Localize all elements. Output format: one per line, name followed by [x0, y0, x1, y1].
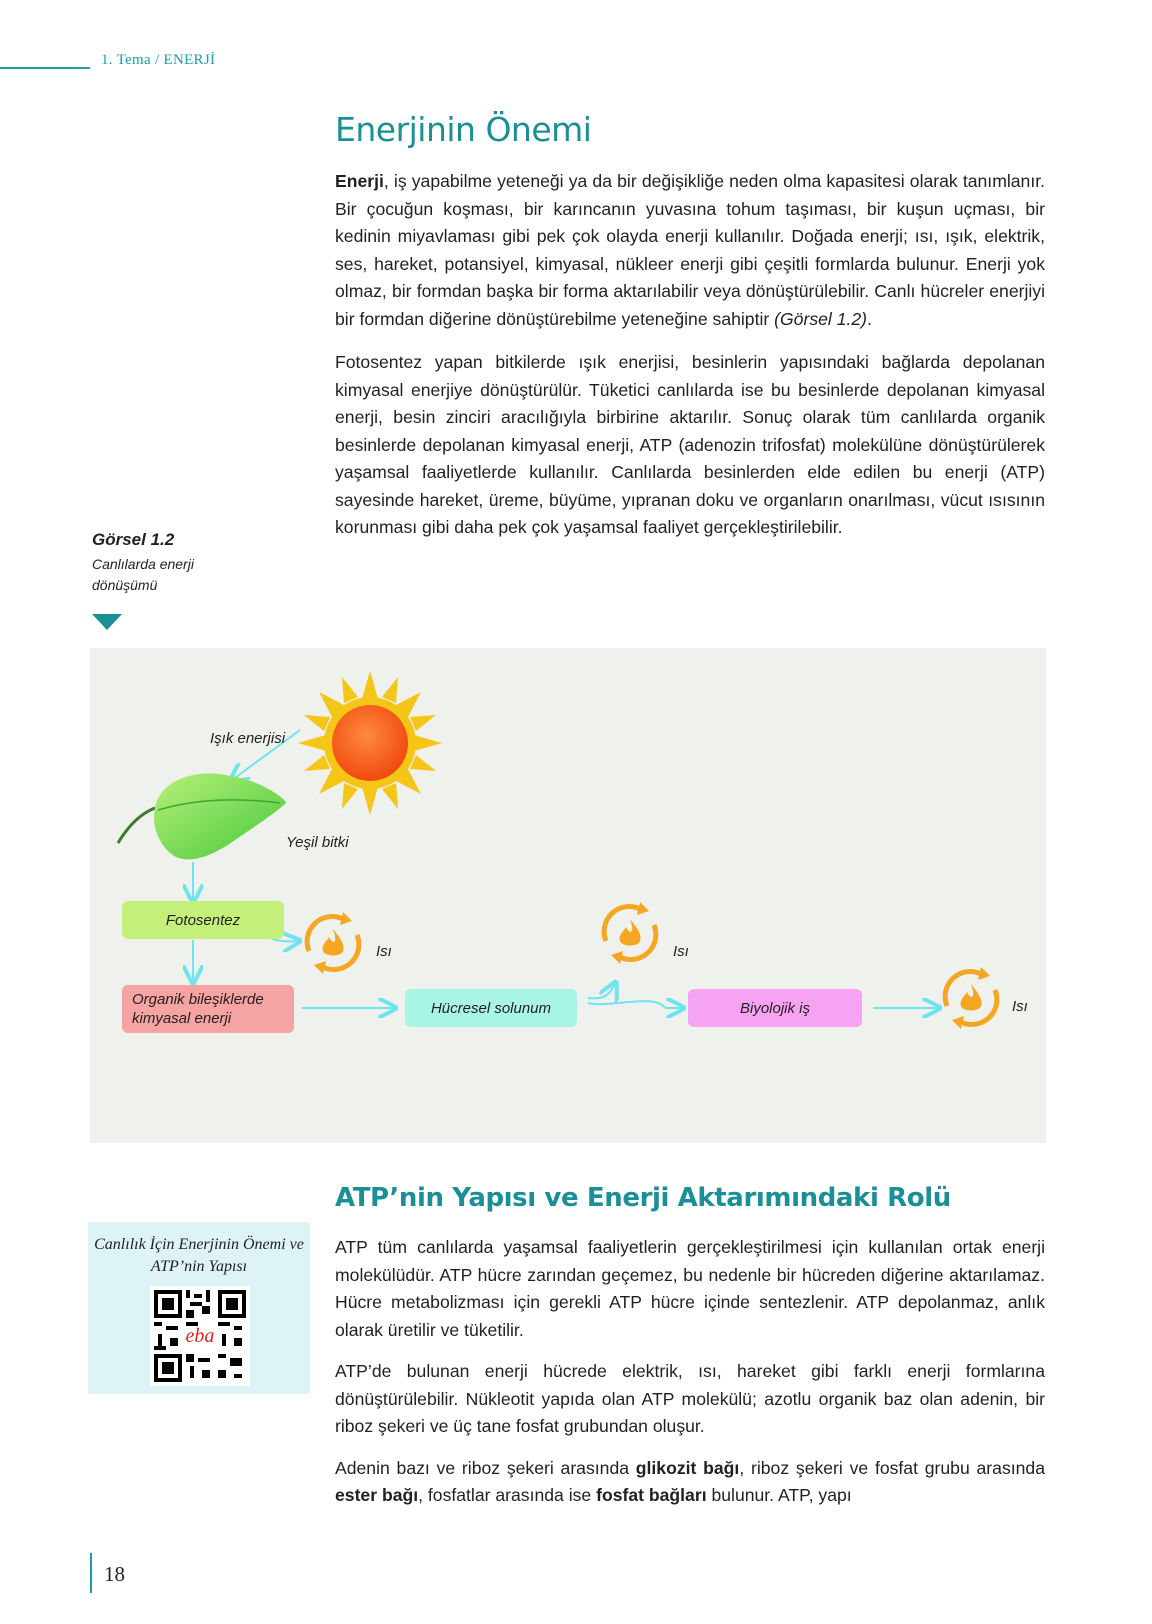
eba-resource-box[interactable]: [88, 1222, 310, 1394]
text-span: Adenin bazı ve riboz şekeri arasında: [335, 1457, 636, 1478]
section1-text: [335, 168, 1045, 542]
sentence-end: .: [867, 308, 872, 329]
box-photosynthesis: Fotosentez: [122, 901, 284, 939]
term-energy: Enerji: [335, 171, 384, 191]
label-heat: Isı: [1012, 998, 1028, 1015]
label-heat: Isı: [673, 943, 689, 960]
section2-title: ATP’nin Yapısı ve Enerji Aktarımındaki Rolü: [335, 1183, 951, 1213]
label-light-energy: Işık enerjisi: [210, 730, 286, 747]
figure-reference: (Görsel 1.2): [774, 308, 868, 329]
paragraph-energy-definition: [335, 168, 1045, 333]
figure-caption-text: Canlılarda enerji dönüşümü: [92, 556, 194, 593]
section2-text: [335, 1234, 1045, 1510]
sun-icon: [298, 671, 442, 815]
header-rule: [0, 67, 90, 69]
label-green-plant: Yeşil bitki: [286, 834, 349, 851]
text-span: bulunur. ATP, yapı: [706, 1485, 852, 1505]
paragraph-atp-common: ATP tüm canlılarda yaşamsal faaliyetlerin gerçekleştirilmesi için kullanılan ortak enerji molekülüdür. ATP hücre zarından geçemez, bu nedenle bir hücreden diğerine aktarılamaz. Hücre metabolizması için gerekli ATP hücre içinde sentezlenir. ATP depolanmaz, anlık olarak üretilir ve tüketilir.: [335, 1237, 1045, 1340]
figure-caption: [92, 530, 252, 596]
box-organic-energy: Organik bileşiklerde kimyasal enerji: [122, 985, 294, 1033]
qr-code-icon: [150, 1286, 250, 1386]
section-title: Enerjinin Önemi: [335, 110, 592, 149]
footer-rule: [90, 1553, 92, 1593]
paragraph-photosynthesis: Fotosentez yapan bitkilerde ışık enerjisi, besinlerin yapısındaki bağlarda depolanan kimyasal enerjiye dönüştürülür. Tüketici canlılarda ise bu besinlerde depolanan kimyasal enerji, besin zinciri aracılığıyla birbirine aktarılır. Sonuç olarak tüm canlılarda organik besinlerde depolanan kimyasal enerji, ATP (adenozin trifosfat) molekülüne dönüştürülerek yaşamsal faaliyetlerde kullanılır. Canlılarda besinlerden elde edilen bu enerji (ATP) sayesinde hareket, üreme, büyüme, yıpranan doku ve organların onarılması, vücut ısısının korunması gibi daha pek çok yaşamsal faaliyet gerçekleştirilebilir.: [335, 352, 1045, 537]
paragraph-energy-text: , iş yapabilme yeteneği ya da bir değişikliğe neden olma kapasitesi olarak tanımlanır. Bir çocuğun koşması, bir karıncanın yuvasına tohum taşıması, bir kuşun uçması, bir kedinin miyavlaması gibi pek çok olayda enerji kullanılır. Doğada enerji; ısı, ışık, elektrik, ses, hareket, potansiyel, kimyasal, nükleer enerji gibi çeşitli formlarda bulunur. Enerji yok olmaz, bir formdan başka bir forma aktarılabilir veya dönüştürülebilir. Canlı hücreler enerjiyi bir formdan diğerine dönüştürebilme yeteneğine sahiptir: [335, 171, 1045, 329]
resource-title: Canlılık İçin Enerjinin Önemi ve ATP’nin Yapısı: [94, 1236, 304, 1275]
term-glycosidic-bond: glikozit bağı: [635, 1457, 740, 1478]
caption-triangle-icon: [92, 614, 122, 630]
figure-graphics: [90, 648, 1046, 1143]
qr-code[interactable]: [150, 1286, 250, 1386]
page-number: 18: [104, 1562, 125, 1586]
heat-icon: [307, 912, 359, 974]
figure-caption-title: Görsel 1.2: [92, 530, 175, 549]
label-heat: Isı: [376, 943, 392, 960]
paragraph-atp-structure: ATP’de bulunan enerji hücrede elektrik, ısı, hareket gibi farklı enerji formlarına dönüştürülebilir. Nükleotit yapıda olan ATP molekülü; azotlu organik baz olan adenin, bir riboz şekeri ve üç tane fosfat grubundan oluşur.: [335, 1361, 1045, 1436]
box-biological-work: Biyolojik iş: [688, 989, 862, 1027]
heat-icon: [604, 902, 656, 964]
leaf-icon: [118, 773, 286, 859]
text-span: , fosfatlar arasında ise: [418, 1485, 597, 1505]
eba-logo: eba: [185, 1325, 215, 1347]
text-span: , riboz şekeri ve fosfat grubu arasında: [739, 1457, 1045, 1478]
box-cellular-respiration: Hücresel solunum: [405, 989, 577, 1027]
term-phosphate-bonds: fosfat bağları: [596, 1485, 707, 1505]
term-ester-bond: ester bağı: [335, 1485, 419, 1505]
breadcrumb: 1. Tema / ENERJİ: [101, 52, 216, 68]
energy-conversion-figure: [90, 648, 1046, 1143]
heat-icon: [945, 967, 997, 1029]
paragraph-atp-bonds: [335, 1455, 1045, 1510]
